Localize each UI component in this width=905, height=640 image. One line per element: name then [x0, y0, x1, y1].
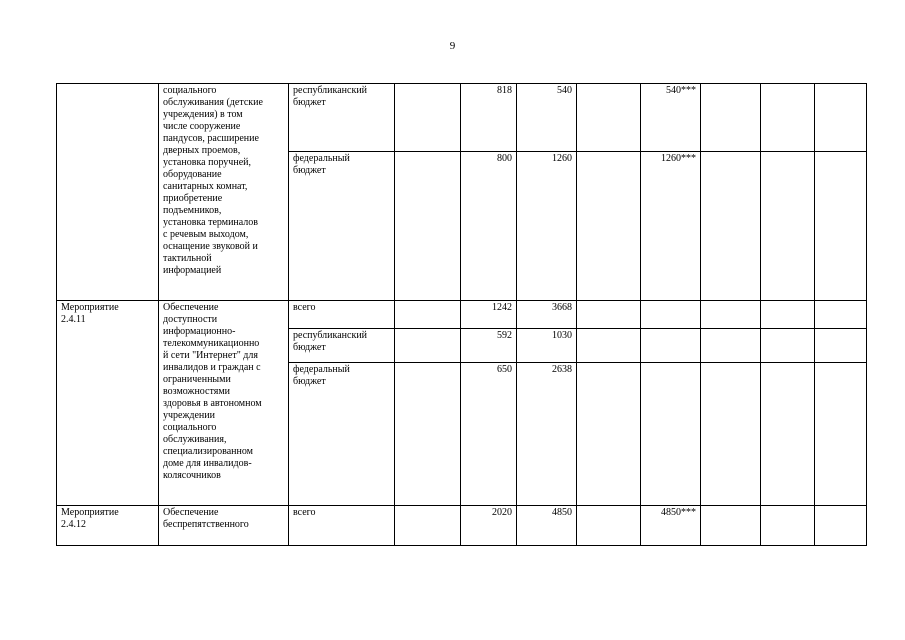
value-cell: 1030 [517, 329, 577, 363]
source-cell: всего [289, 301, 395, 329]
value-cell: 4850*** [641, 506, 701, 546]
value-cell [641, 301, 701, 329]
description-cell: Обеспечение доступности информационно- телекоммуникационно й сети "Интернет" для инвалидов и граждан с ограниченными возможностями здоровья в автономном учреждении социального обслуживания, специализированном доме для инвалидов- колясочников [159, 301, 289, 506]
value-cell [701, 301, 761, 329]
value-cell [701, 363, 761, 506]
table-row [57, 506, 867, 546]
table-row [57, 84, 867, 152]
value-cell [761, 329, 815, 363]
value-cell [641, 363, 701, 506]
value-cell: 2638 [517, 363, 577, 506]
value-cell [761, 152, 815, 301]
value-cell: 540 [517, 84, 577, 152]
value-cell [701, 152, 761, 301]
source-cell: федеральный бюджет [289, 363, 395, 506]
value-cell: 592 [461, 329, 517, 363]
value-cell: 4850 [517, 506, 577, 546]
value-cell: 1260 [517, 152, 577, 301]
value-cell [577, 329, 641, 363]
value-cell [815, 301, 867, 329]
description-cell: Обеспечение беспрепятственного [159, 506, 289, 546]
value-cell [395, 84, 461, 152]
value-cell [761, 301, 815, 329]
page-number: 9 [449, 40, 456, 52]
value-cell [577, 84, 641, 152]
value-cell [641, 329, 701, 363]
value-cell: 800 [461, 152, 517, 301]
value-cell [815, 329, 867, 363]
value-cell [395, 152, 461, 301]
value-cell [815, 506, 867, 546]
value-cell [577, 363, 641, 506]
source-cell: республиканский бюджет [289, 84, 395, 152]
value-cell: 1260*** [641, 152, 701, 301]
value-cell [395, 329, 461, 363]
value-cell [815, 152, 867, 301]
budget-table [56, 83, 867, 546]
value-cell [395, 363, 461, 506]
value-cell: 818 [461, 84, 517, 152]
value-cell: 1242 [461, 301, 517, 329]
measure-cell [57, 84, 159, 301]
source-cell: республиканский бюджет [289, 329, 395, 363]
table-row [57, 301, 867, 329]
value-cell [701, 506, 761, 546]
value-cell [701, 329, 761, 363]
value-cell [815, 363, 867, 506]
value-cell [395, 506, 461, 546]
value-cell: 2020 [461, 506, 517, 546]
value-cell [815, 84, 867, 152]
value-cell: 650 [461, 363, 517, 506]
measure-cell: Мероприятие 2.4.11 [57, 301, 159, 506]
value-cell: 540*** [641, 84, 701, 152]
value-cell [761, 84, 815, 152]
value-cell: 3668 [517, 301, 577, 329]
source-cell: всего [289, 506, 395, 546]
description-cell: социального обслуживания (детские учреждения) в том числе сооружение пандусов, расширение дверных проемов, установка поручней, оборудование санитарных комнат, приобретение подъемников, установка терминалов с речевым выходом, оснащение звуковой и тактильной информацией [159, 84, 289, 301]
value-cell [577, 301, 641, 329]
value-cell [577, 506, 641, 546]
value-cell [701, 84, 761, 152]
value-cell [761, 363, 815, 506]
source-cell: федеральный бюджет [289, 152, 395, 301]
value-cell [395, 301, 461, 329]
value-cell [577, 152, 641, 301]
value-cell [761, 506, 815, 546]
measure-cell: Мероприятие 2.4.12 [57, 506, 159, 546]
